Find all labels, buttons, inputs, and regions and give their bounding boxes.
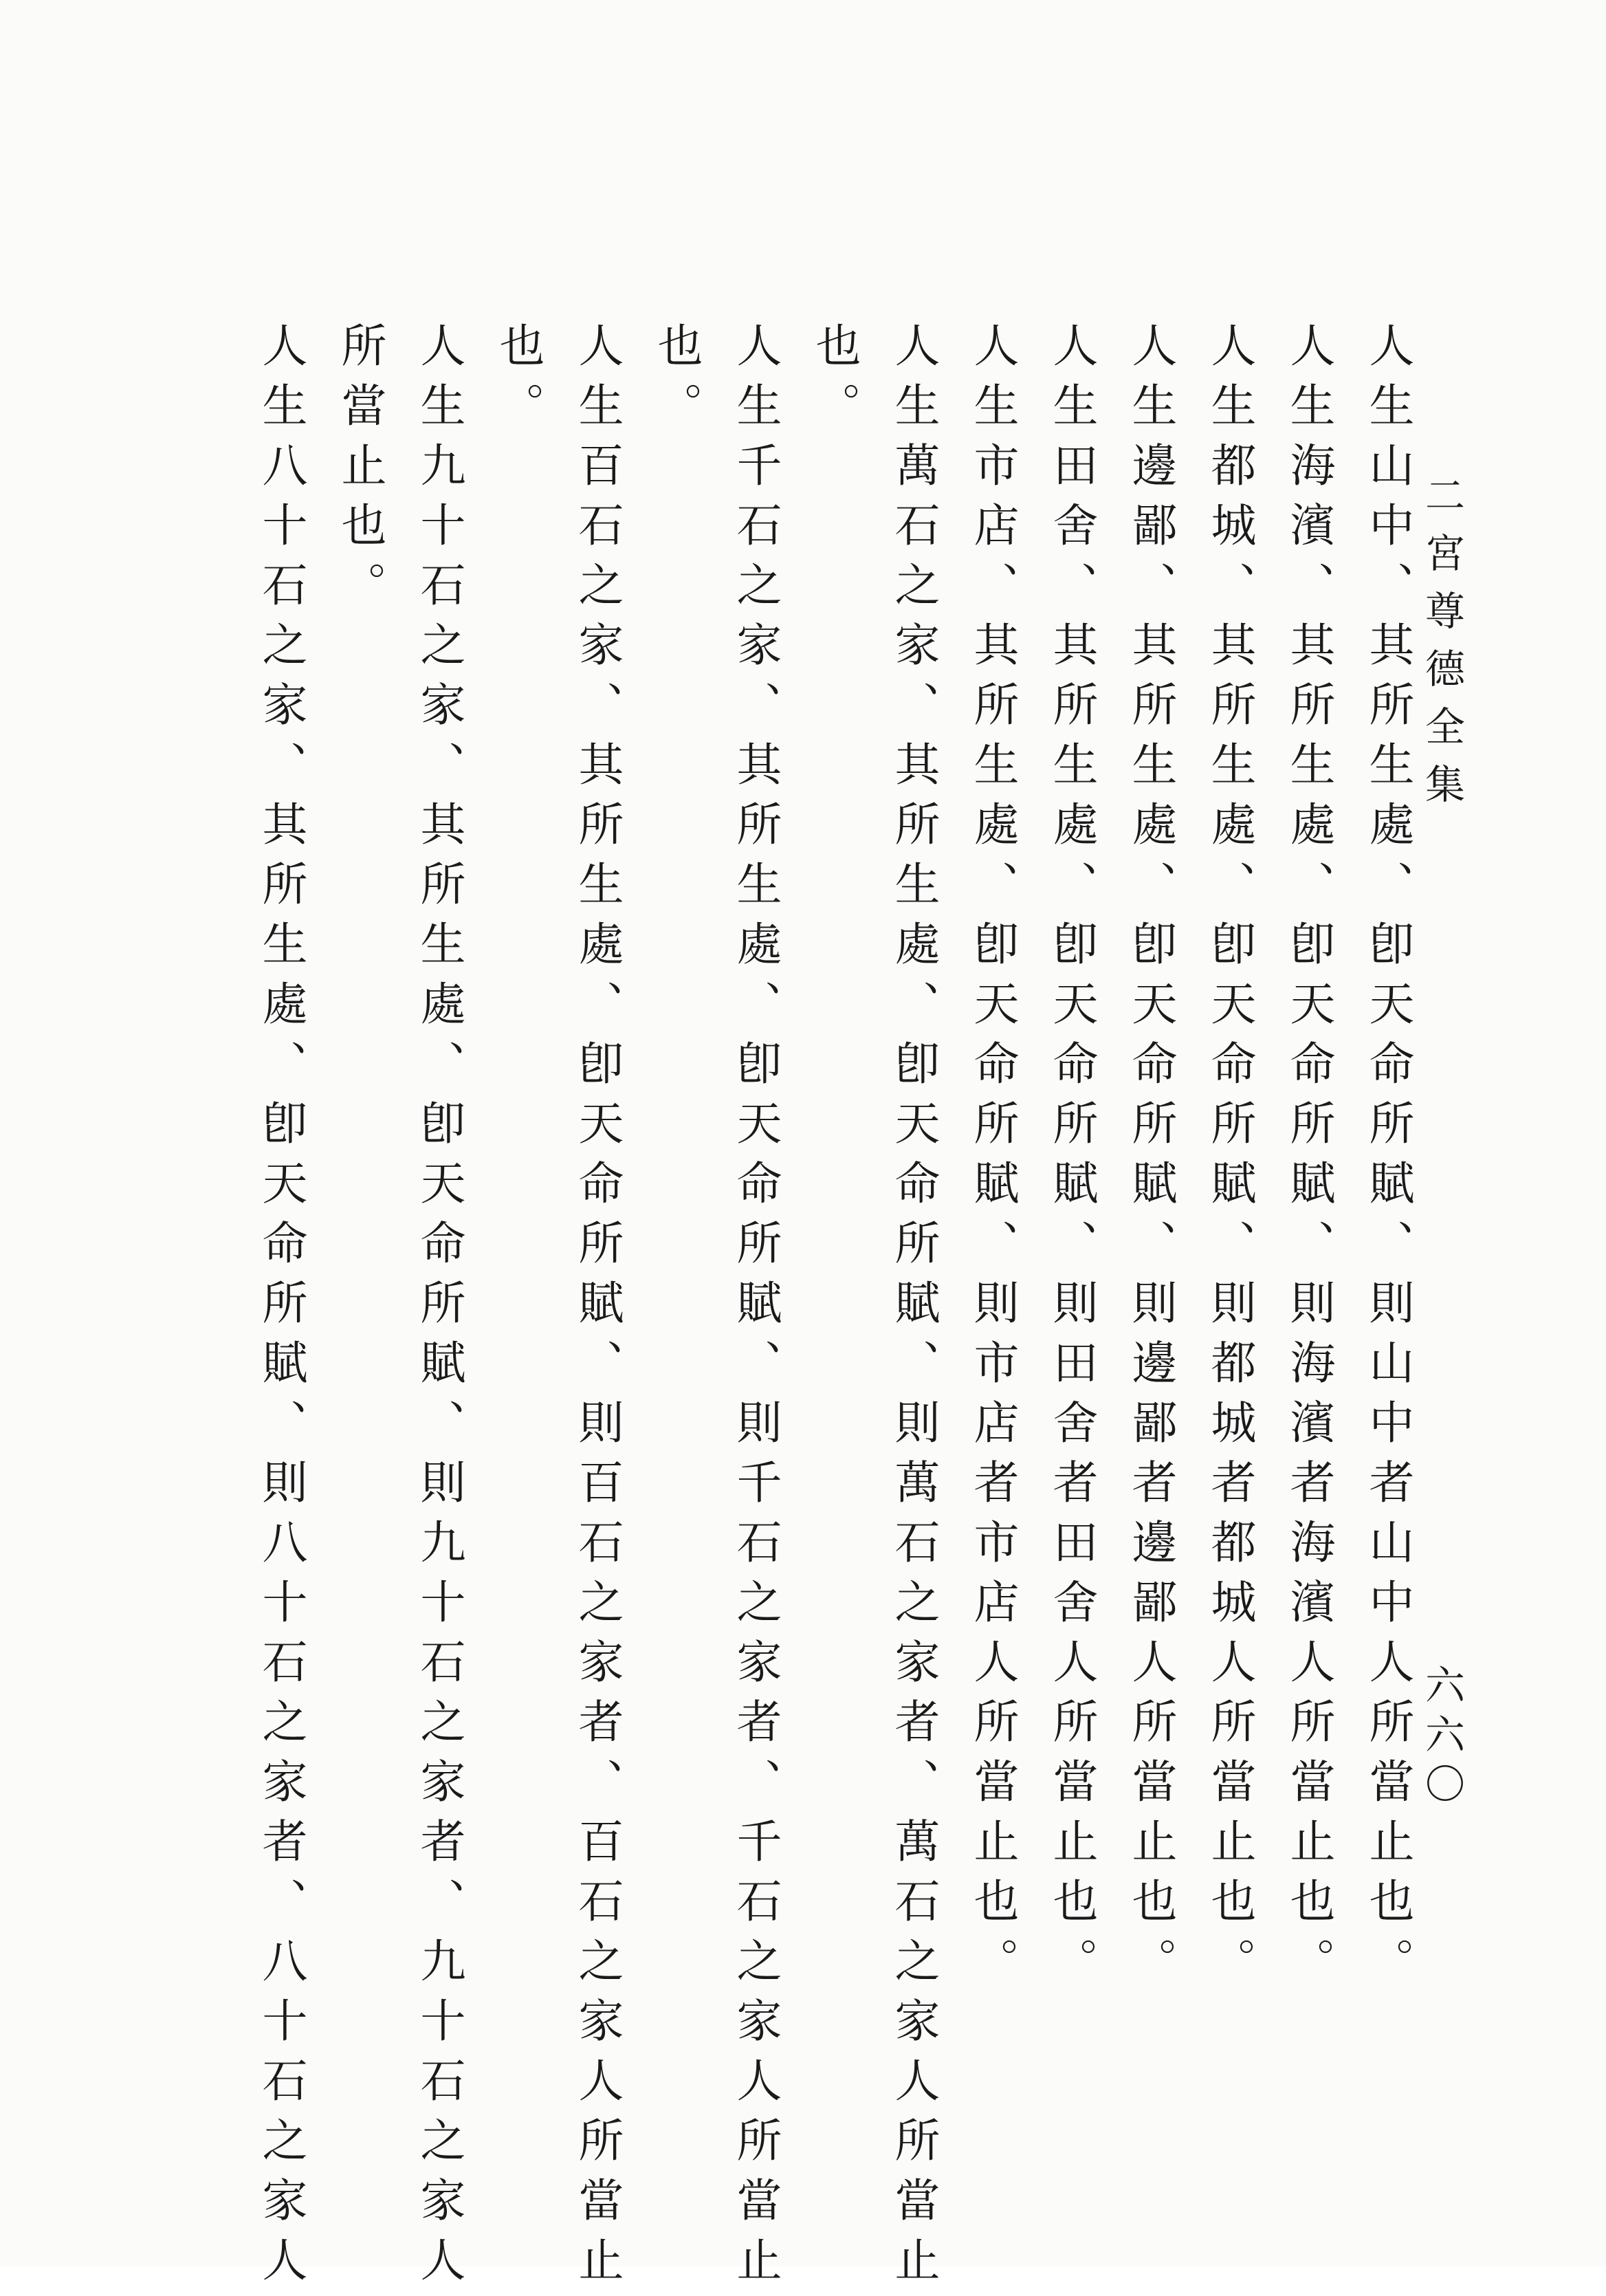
text-column: 人生山中、其所生處、卽天命所賦、則山中者山中人所當止也。: [1361, 322, 1414, 1997]
text-column: 人生田舍、其所生處、卽天命所賦、則田舍者田舍人所當止也。: [1045, 322, 1098, 1997]
text-column: 人生八十石之家、其所生處、卽天命所賦、則八十石之家者、八十石之家人: [254, 322, 307, 2296]
text-column: 人生萬石之家、其所生處、卽天命所賦、則萬石之家者、萬石之家人所當止: [887, 322, 940, 2296]
text-column: 人生百石之家、其所生處、卽天命所賦、則百石之家者、百石之家人所當止: [571, 322, 624, 2296]
running-head: 二宮尊德全集: [1418, 474, 1465, 821]
text-column: 人生邊鄙、其所生處、卽天命所賦、則邊鄙者邊鄙人所當止也。: [1124, 322, 1177, 1997]
text-column: 也。: [492, 322, 544, 441]
text-column: 也。: [808, 322, 861, 441]
text-column: 人生都城、其所生處、卽天命所賦、則都城者都城人所當止也。: [1203, 322, 1256, 1997]
text-column: 人生千石之家、其所生處、卽天命所賦、則千石之家者、千石之家人所當止: [729, 322, 782, 2296]
text-column: 人生海濱、其所生處、卽天命所賦、則海濱者海濱人所當止也。: [1282, 322, 1335, 1997]
text-column: 也。: [650, 322, 703, 441]
text-column: 人生九十石之家、其所生處、卽天命所賦、則九十石之家者、九十石之家人: [412, 322, 465, 2296]
text-column: 人生市店、其所生處、卽天命所賦、則市店者市店人所當止也。: [966, 322, 1019, 1997]
page-number: 六六〇: [1418, 1664, 1465, 1813]
body-text: [241, 322, 1427, 2296]
text-column: 所當止也。: [333, 322, 386, 621]
